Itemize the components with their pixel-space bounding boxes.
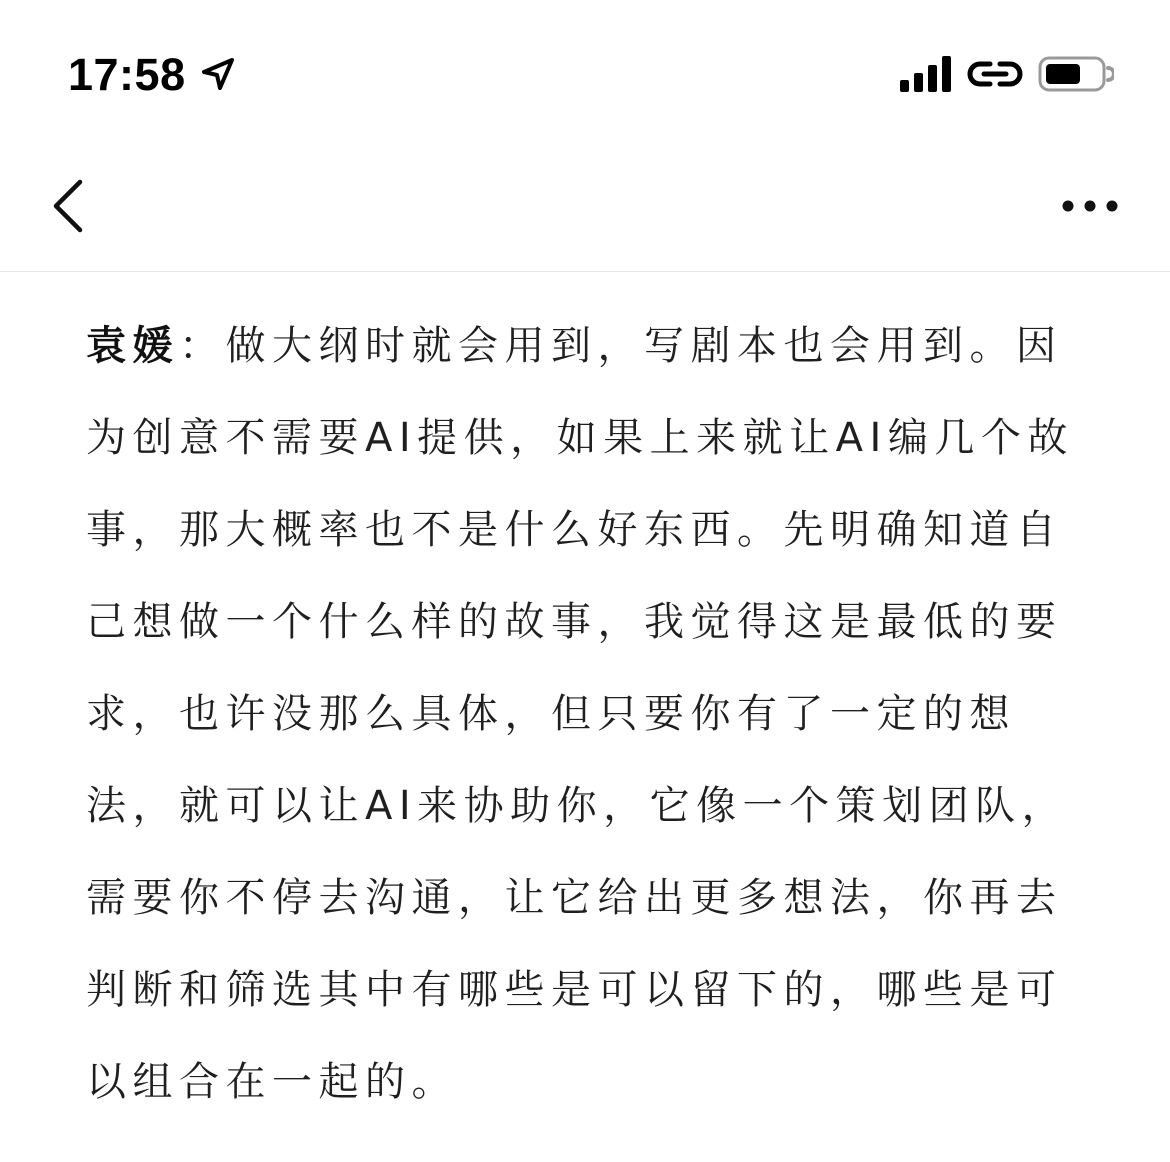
status-bar [0, 0, 1170, 140]
article-body [86, 300, 1086, 1128]
cellular-signal-icon [900, 56, 952, 92]
location-arrow-icon [198, 54, 238, 94]
more-options-button[interactable] [1054, 176, 1126, 240]
back-button[interactable] [36, 170, 100, 246]
navigation-bar [0, 140, 1170, 272]
paragraph-text: 做大纲时就会用到，写剧本也会用到。因为创意不需要AI提供，如果上来就让AI编几个故事，那大概率也不是什么好东西。先明确知道自己想做一个什么样的故事，我觉得这是最低的要求，也许没那么具体，但只要你有了一定的想法，就可以让AI来协助你，它像一个策划团队，需要你不停去沟通，让它给出更多想法，你再去判断和筛选其中有哪些是可以留下的，哪些是可以组合在一起的。 [86, 323, 1074, 1105]
battery-icon [1038, 54, 1114, 94]
status-time: 17:58 [68, 48, 186, 100]
speaker-separator: ： [179, 323, 226, 369]
speaker-name: 袁媛 [86, 323, 179, 369]
chevron-left-icon [48, 176, 88, 240]
more-dots-icon [1060, 198, 1120, 218]
status-indicators [900, 52, 1114, 96]
status-time-group [68, 44, 238, 104]
link-icon [966, 54, 1024, 94]
article-paragraph [86, 300, 1086, 1128]
